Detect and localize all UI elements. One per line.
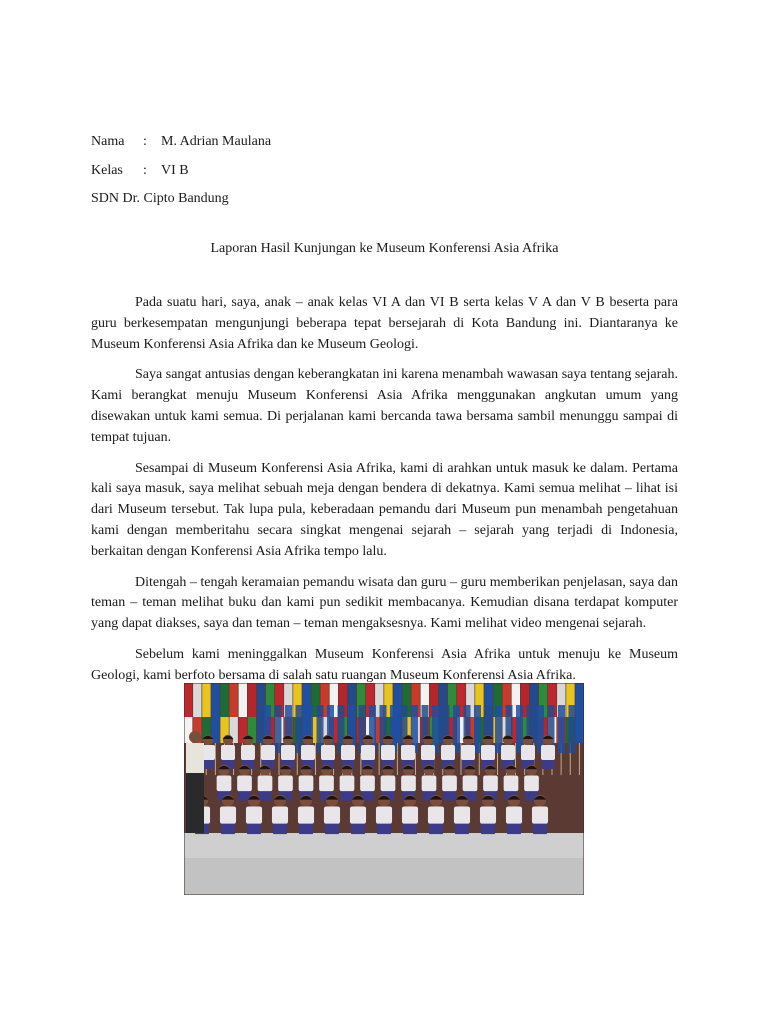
middle-person-pants — [341, 791, 354, 800]
paragraph-3: Sesampai di Museum Konferensi Asia Afrika, kami di arahkan untuk masuk ke dalam. Pertama kali saya masuk, saya melihat sebuah meja dengan bendera di dekatnya. Kami semua melihat – lihat isi dari Museum tersebut. Tak lupa pula, keberadaan pemandu dari Museum pun menambah pengetahuan kami dengan memberitahu secara singkat mengenai sejarah – sejarah yang terjadi di Indonesia, berkaitan dengan Konferensi Asia Afrika tempo lalu. — [91, 460, 678, 559]
front-person-shirt — [376, 807, 392, 824]
standing-person-shirt — [481, 745, 495, 760]
middle-person-shirt — [504, 776, 519, 792]
front-person-shirt — [532, 807, 548, 824]
middle-person-shirt — [483, 776, 498, 792]
standing-person-shirt — [461, 745, 475, 760]
standing-person-shirt — [221, 745, 235, 760]
front-person-pants — [481, 824, 495, 834]
front-person-pants — [403, 824, 417, 834]
group-photo — [184, 683, 584, 895]
flag — [220, 683, 228, 717]
front-person-shirt — [246, 807, 262, 824]
front-person-shirt — [480, 807, 496, 824]
front-person-pants — [533, 824, 547, 834]
middle-person-shirt — [463, 776, 478, 792]
front-person-pants — [351, 824, 365, 834]
standing-person-shirt — [381, 745, 395, 760]
middle-person-shirt — [278, 776, 293, 792]
flag — [569, 705, 576, 753]
middle-person-pants — [259, 791, 272, 800]
middle-person-shirt — [340, 776, 355, 792]
standing-person-shirt — [401, 745, 415, 760]
front-person-pants — [455, 824, 469, 834]
flag — [575, 683, 583, 717]
front-person-shirt — [220, 807, 236, 824]
class-colon: : — [143, 162, 147, 178]
front-person-pants — [273, 824, 287, 834]
front-person-shirt — [402, 807, 418, 824]
school-row — [91, 185, 271, 214]
standing-person-shirt — [301, 745, 315, 760]
middle-person-shirt — [319, 776, 334, 792]
standing-person-shirt — [341, 745, 355, 760]
class-row — [91, 157, 271, 186]
flag — [193, 683, 201, 717]
standing-person-shirt — [261, 745, 275, 760]
front-person-shirt — [454, 807, 470, 824]
standing-person-shirt — [361, 745, 375, 760]
middle-person-shirt — [217, 776, 232, 792]
front-person-pants — [299, 824, 313, 834]
standing-person-shirt — [421, 745, 435, 760]
middle-person-shirt — [442, 776, 457, 792]
middle-person-shirt — [258, 776, 273, 792]
class-value: VI B — [161, 162, 189, 178]
report-title: Laporan Hasil Kunjungan ke Museum Konferensi Asia Afrika — [210, 241, 559, 256]
flag — [558, 705, 565, 753]
paragraph-5: Sebelum kami meninggalkan Museum Konferensi Asia Afrika untuk menuju ke Museum Geologi, kami berfoto bersama di salah satu ruangan Museum Konferensi Asia Afrika. — [91, 646, 678, 683]
flag — [275, 705, 282, 753]
flag — [230, 683, 238, 717]
flag — [239, 683, 247, 717]
flag — [248, 683, 256, 717]
student-info — [91, 128, 271, 214]
standing-person-shirt — [521, 745, 535, 760]
front-person-pants — [221, 824, 235, 834]
standing-person-shirt — [541, 745, 555, 760]
front-person-shirt — [272, 807, 288, 824]
middle-person-shirt — [524, 776, 539, 792]
front-person-pants — [247, 824, 261, 834]
front-person-pants — [377, 824, 391, 834]
photo-floor-shade — [184, 858, 584, 895]
middle-person-shirt — [299, 776, 314, 792]
flag — [211, 683, 219, 717]
flag — [202, 683, 210, 717]
paragraph-4: Ditengah – tengah keramaian pemandu wisata dan guru – guru memberikan penjelasan, saya dan teman – teman melihat buku dan kami pun sedikit membacanya. Kemudian disana terdapat komputer yang dapat diakses, saya dan teman – teman mengaksesnya. Kami melihat video mengenai sejarah. — [91, 574, 678, 632]
flag — [495, 705, 502, 753]
flag — [474, 705, 481, 753]
standing-person-shirt — [441, 745, 455, 760]
name-colon: : — [143, 134, 147, 149]
standing-person-shirt — [281, 745, 295, 760]
paragraph-1: Pada suatu hari, saya, anak – anak kelas VI A dan VI B serta kelas V A dan V B beserta para guru berkesempatan mengunjungi beberapa tepat bersejarah di Kota Bandung ini. Diantaranya ke Museum Konferensi Asia Afrika dan ke Museum Geologi. — [91, 295, 678, 352]
front-person-shirt — [506, 807, 522, 824]
paragraph-2: Saya sangat antusias dengan keberangkatan ini karena menambah wawasan saya tentang sejarah. Kami berangkat menuju Museum Konferensi Asia Afrika menggunakan angkutan umum yang disewakan untuk kami semua. Di perjalanan kami bercanda tawa bersama sambil menunggu sampai di tempat tujuan. — [91, 367, 678, 445]
standing-person-pants — [542, 760, 554, 769]
name-label: Nama — [91, 134, 125, 149]
front-person-pants — [507, 824, 521, 834]
front-person-pants — [429, 824, 443, 834]
standing-person-shirt — [321, 745, 335, 760]
front-person-shirt — [298, 807, 314, 824]
middle-person-shirt — [360, 776, 375, 792]
front-person-shirt — [428, 807, 444, 824]
name-value: M. Adrian Maulana — [161, 134, 272, 149]
teacher-head — [189, 731, 201, 743]
middle-person-shirt — [401, 776, 416, 792]
flag — [184, 683, 192, 717]
school-name: SDN Dr. Cipto Bandung — [91, 191, 229, 206]
report-body — [91, 293, 678, 697]
middle-person-shirt — [237, 776, 252, 792]
standing-person-shirt — [241, 745, 255, 760]
front-person-shirt — [324, 807, 340, 824]
teacher-shirt — [186, 743, 204, 773]
group-photo-illustration — [184, 683, 584, 895]
middle-person-shirt — [381, 776, 396, 792]
middle-person-shirt — [422, 776, 437, 792]
front-person-pants — [325, 824, 339, 834]
front-person-shirt — [350, 807, 366, 824]
class-label: Kelas — [91, 162, 123, 178]
middle-person-pants — [443, 791, 456, 800]
standing-person-shirt — [501, 745, 515, 760]
flag — [575, 717, 583, 743]
name-row — [91, 128, 271, 157]
flag — [257, 683, 265, 717]
